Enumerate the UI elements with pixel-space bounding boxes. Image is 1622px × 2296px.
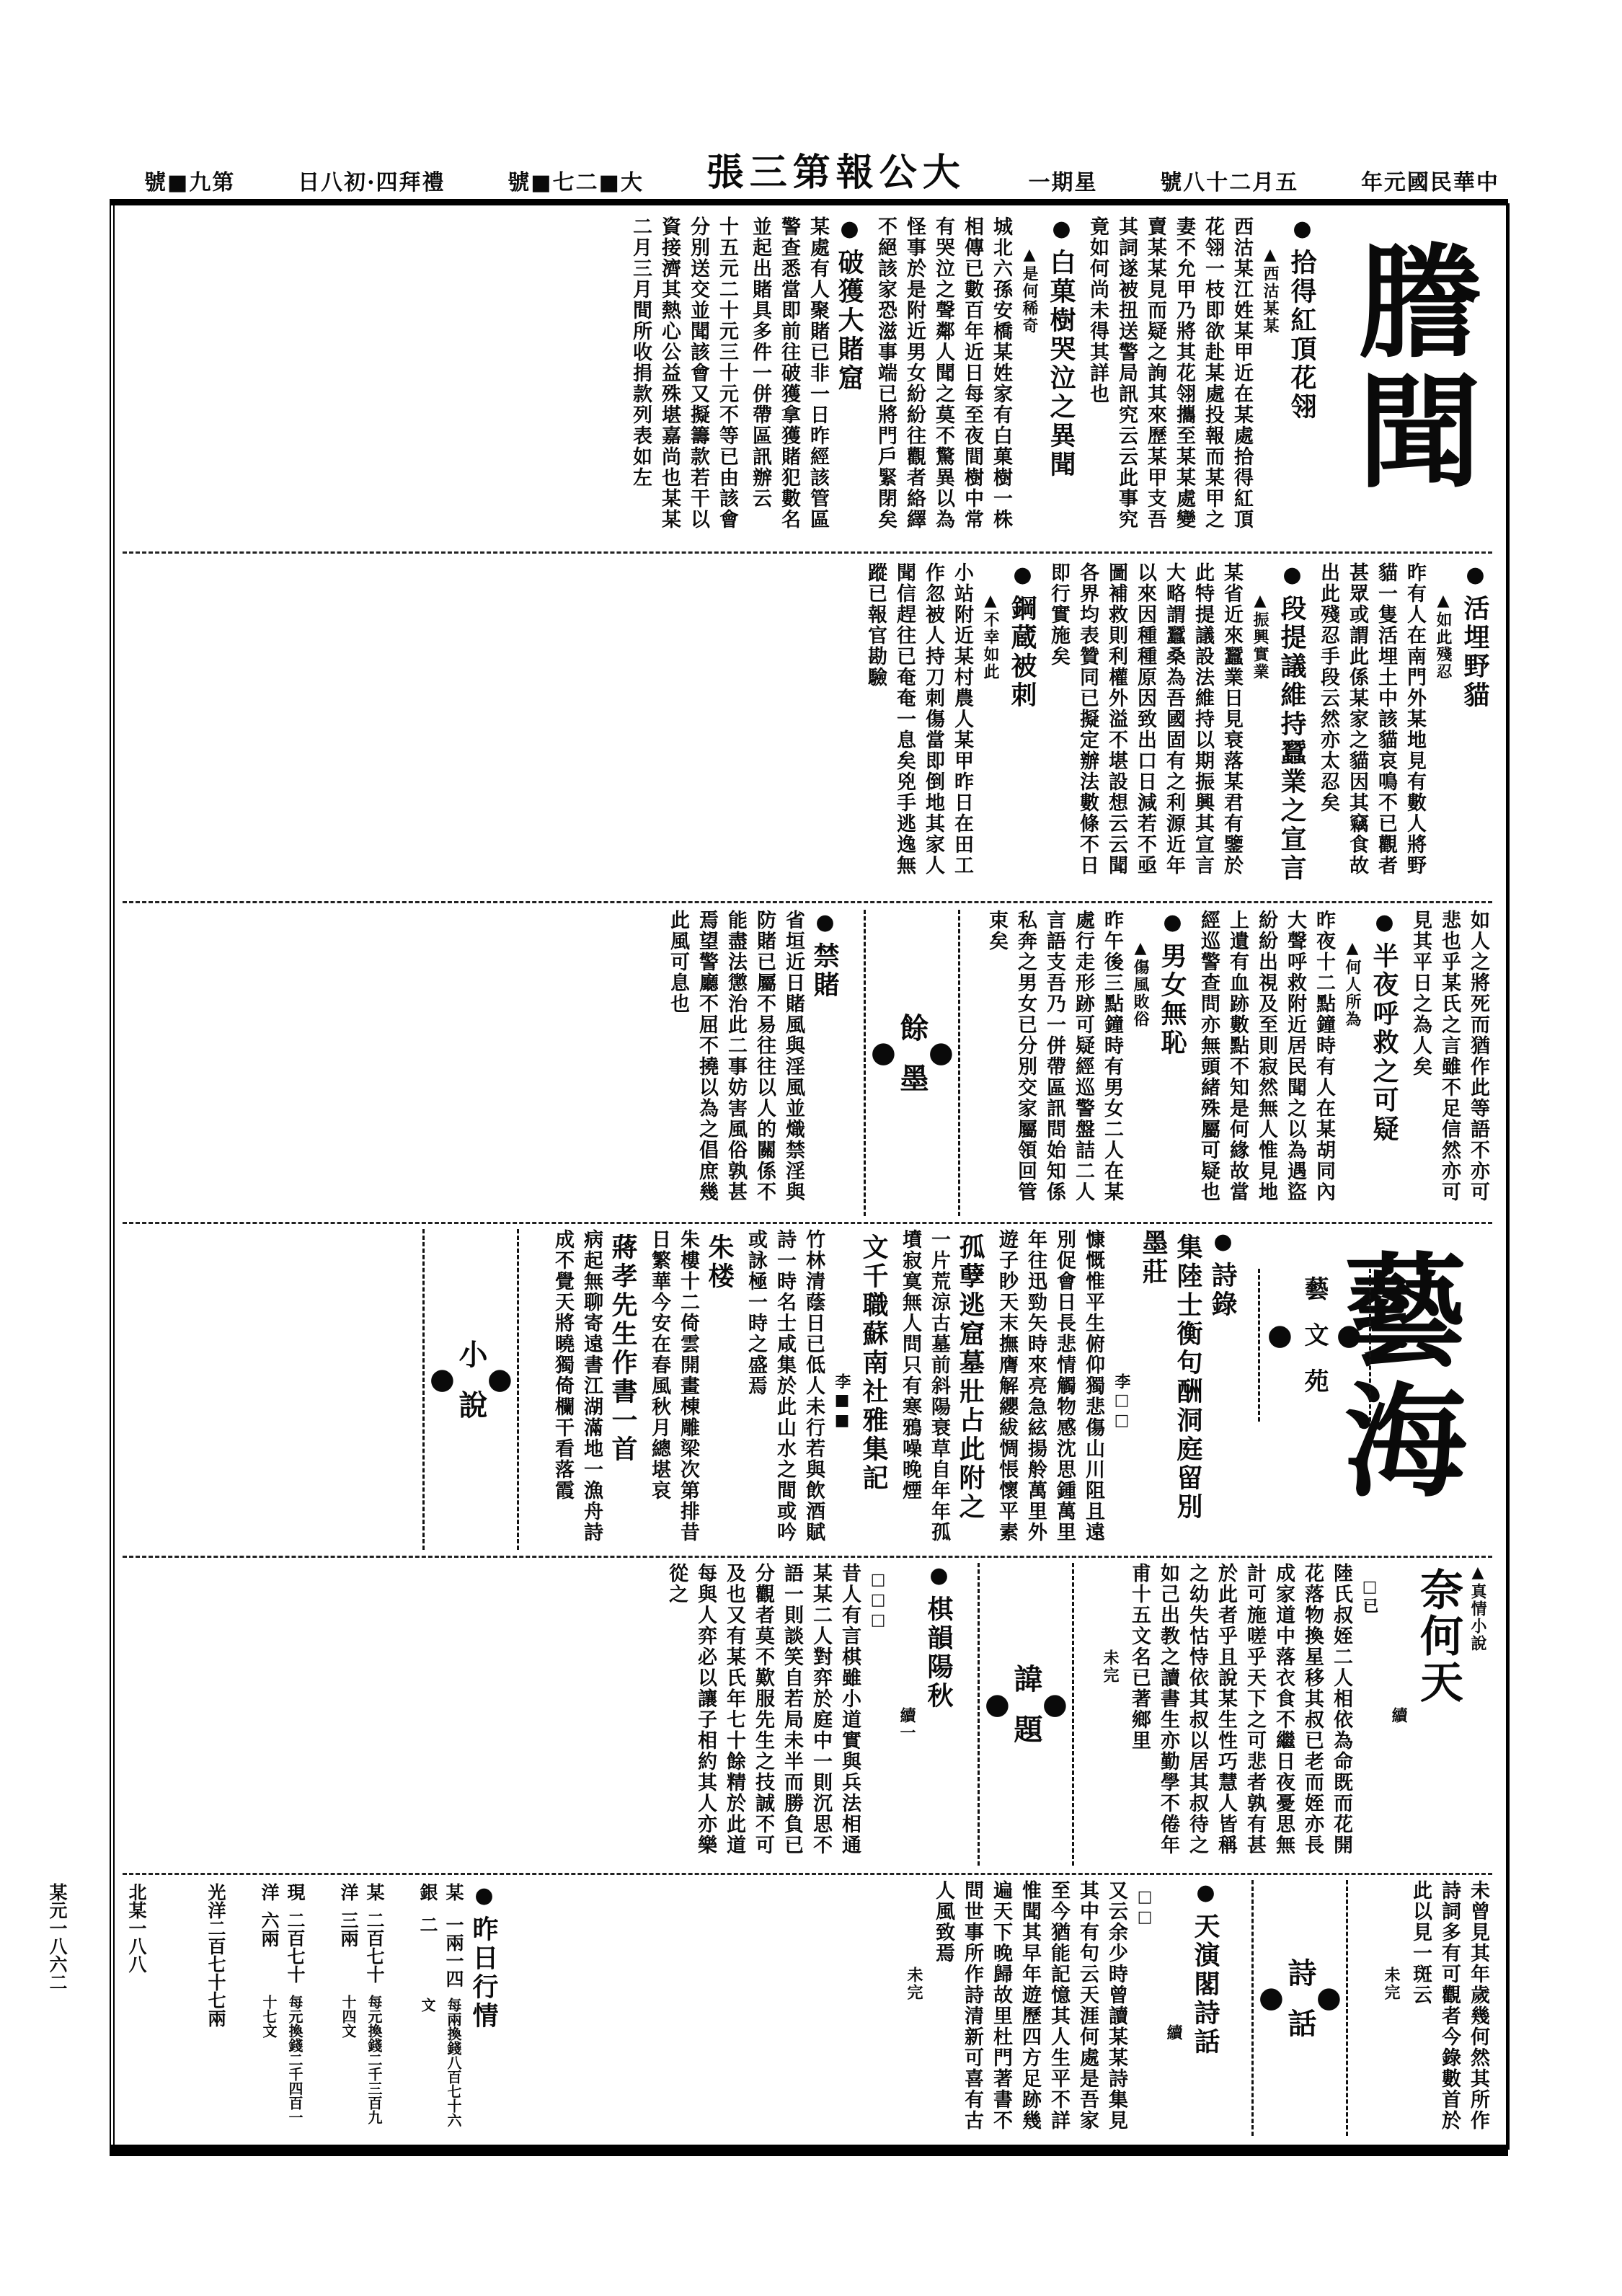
article [741, 1229, 891, 1550]
market-value: 二百七十三兩 [338, 1910, 385, 1983]
novel [1096, 1563, 1492, 1866]
article-body: 昨有人在南門外某地見有數人將野貓一隻活埋土中該貓哀鳴不已觀者甚眾或謂此係某家之貓因其竊食故出此殘忍手段云然亦太忍矣 [1317, 562, 1426, 876]
market-value: 二百七十七兩 [205, 1919, 226, 2027]
market-value: 二百七十六兩 [259, 1910, 306, 1983]
poem-body: 慷慨惟平生俯仰獨悲傷山川阻且遠別促會日長悲情觸物感沈思鍾萬里年往迅勁矢時來亮急絃揚舲萬里外遊子眇天末撫膺解纓紱惆悵懷平素 [996, 1229, 1104, 1543]
article-body: 未曾見其年歲幾何然其所作詩詞多有可觀者今錄數首於此以見一斑云 [1409, 1880, 1489, 2131]
market-row [70, 1883, 149, 2128]
subhead: ▲ 何人所為 [1338, 910, 1367, 1216]
continued-mark: 續一 [898, 1707, 916, 1742]
divider [123, 1222, 1492, 1224]
market-value: 一八六二 [47, 1919, 68, 1991]
article [1044, 562, 1309, 894]
section-title-arts: 藝海 [1323, 1247, 1467, 1507]
section-title-poetry-talk: ● 詩話 ● [1251, 1880, 1348, 2136]
headline: 集陸士衡句酬洞庭留別墨莊 [1138, 1229, 1203, 1522]
issue-number: 大■二七■號 [508, 170, 644, 195]
market-item: 現洋 [259, 1883, 306, 1901]
subhead: ▲ 西沽某某 [1256, 216, 1285, 544]
article-body: 小站附近某村農人某甲昨日在田工作忽被人持刀刺傷當即倒地其家人聞信趕往已奄奄一息矣兇手逃逸無蹤已報官勘驗 [864, 562, 973, 876]
to-be-continued: 未完 [1382, 1967, 1401, 2001]
subhead: ▲ 振興實業 [1246, 562, 1275, 894]
article-body: 昨夜十二點鐘時有人在某胡同內大聲呼救附近居民聞之以為遇盜紛紛出視及至則寂然無人惟見地上遺有血跡數點不知是何緣故當經巡警查問亦無頭緒殊屬可疑也 [1197, 910, 1335, 1202]
article-body: 某省近來蠶業日見衰落某君有鑒於此特提議設法維持以期振興其宣言大略謂蠶桑為吾國固有之利源近年以來因種種原因致出口日減若不亟圖補救則利權外溢不堪設想云云聞各界均表贊同已擬定辦法數條不日即行實施矣 [1047, 562, 1243, 876]
market-note: 每元換錢二千三百九十四文 [340, 1994, 383, 2124]
market-quotes [47, 1883, 501, 2128]
market-value: 一八八 [126, 1919, 147, 1973]
section-title-fiction: ● 小說 ● [422, 1229, 519, 1550]
author: □□□ [869, 1570, 887, 1631]
article-body: 一片荒涼古墓前斜陽衰草自年年孤墳寂寞無人問只有寒鴉噪晚煙 [899, 1229, 950, 1543]
page-number: 第九■號 [144, 170, 236, 195]
article-body: 某處有人聚賭已非一日昨經該管區警查悉當即前往破獲拿獲賭犯數名並起出賭具多件一併帶區訊辦云 [749, 216, 829, 530]
weekday: 星期一 [1028, 170, 1098, 195]
headline: ● 活埋野貓 [1458, 562, 1492, 894]
article [895, 1229, 988, 1550]
market-item: 北某 [126, 1883, 147, 1919]
headline: ● 禁賭 [807, 910, 842, 1216]
market-row [308, 1883, 387, 2128]
article [1194, 910, 1401, 1216]
headline: ● 拾得紅頂花翎 [1285, 216, 1319, 544]
article-continuation: 如人之將死而猶作此等語不亦可悲也乎某氏之言雖不足信然亦可見其平日之為人矣 [1409, 910, 1489, 1202]
continued-mark: 續 [1164, 2024, 1183, 2042]
article [861, 562, 1040, 894]
market-row [0, 1883, 70, 2128]
article [871, 216, 1078, 544]
category-label: ▲ 真情小說 [1463, 1563, 1492, 1866]
article [1313, 562, 1492, 894]
article [662, 1563, 956, 1866]
to-be-continued: 未完 [1101, 1649, 1120, 1684]
market-title: ● 昨日行情 [466, 1883, 501, 2128]
novel-body: 陸氏叔姪二人相依為命既而花開花落物換星移其叔已老而姪亦長成家道中落衣食不繼日夜憂思無計可施嗟乎天下之可悲者孰有甚於此者乎且說某生性巧慧人皆稱之幼失怙恃依其叔以居其叔待之如己出教之讀書生亦勤學不倦年甫十五文名已著鄉里 [1128, 1563, 1352, 1856]
article-body: 朱樓十二倚雲開畫棟雕梁次第排昔日繁華今安在春風秋月總堪哀 [648, 1229, 699, 1543]
article [663, 910, 842, 1216]
market-item: 某洋 [338, 1883, 385, 1901]
author: □□ [1135, 1887, 1154, 1928]
article-body: 省垣近日賭風與淫風並熾禁淫與防賭已屬不易往往以人的關係不能盡法懲治此二事妨害風俗孰甚焉望警廳不屈不撓以為之倡庶幾此風可息也 [667, 910, 805, 1202]
market-item: 某元 [47, 1883, 68, 1919]
divider [123, 901, 1492, 903]
article [900, 1880, 1223, 2136]
masthead [144, 153, 1499, 196]
fiction-band [123, 1563, 1492, 1866]
market-value: 一兩一四二 [417, 1915, 464, 1988]
headline: ● 白菓樹哭泣之異聞 [1044, 216, 1078, 544]
article [1083, 216, 1319, 544]
subhead: ▲ 是何稀奇 [1015, 216, 1044, 544]
headline: ● 天演閣詩話 [1188, 1880, 1223, 2136]
news-band-b [123, 562, 1492, 894]
market-note: 每兩換錢八百七十六文 [419, 1997, 462, 2127]
headline: 蔣孝先生作書一首 [608, 1233, 638, 1464]
continued-mark: 續 [1389, 1707, 1408, 1724]
headline: 文千職蘇南社雅集記 [859, 1233, 889, 1493]
article [644, 1229, 737, 1550]
section-title-arts-sub: ● 藝文苑 ● [1258, 1269, 1371, 1422]
bottom-rule [110, 2145, 1508, 2156]
poetry-band [519, 1880, 1492, 2136]
article-continuation [1377, 1880, 1492, 2136]
to-be-continued: 未完 [905, 1967, 923, 2001]
headline: 朱楼 [704, 1233, 735, 1291]
article [982, 910, 1189, 1216]
headline: ● 鋼蔵被刺 [1005, 562, 1040, 894]
author: □已 [1360, 1577, 1379, 1615]
divider [123, 1873, 1492, 1875]
headline: ● 棋韻陽秋 [921, 1563, 956, 1866]
date-western: 五月二十八號 [1160, 170, 1299, 195]
divider [123, 1556, 1492, 1558]
section-title-misc: ● 餘墨 ● [864, 910, 960, 1216]
market-row [229, 1883, 308, 2128]
headline: 孤孽逃窟墓壯占此附之 [955, 1233, 985, 1522]
article-body: 西沽某江姓某甲近在某處拾得紅頂花翎一枝即欲赴某處投報而某甲之妻不允甲乃將其花翎攜至某某處變賣某某見而疑之詢其來歷某甲支吾其詞遂被扭送警局訊究云云此事究竟如何尚未得其詳也 [1086, 216, 1253, 530]
article [548, 1229, 640, 1550]
article [745, 216, 867, 544]
headline: 奈何天 [1413, 1567, 1463, 1706]
market-item: 光洋 [205, 1883, 226, 1919]
article-body: 昔人有言棋雖小道實與兵法相通某某二人對弈於庭中一則沉思不語一則談笑自若局未半而勝負已分觀者莫不歎服先生之技誠不可及也又有某氏年七十餘精於此道每與人弈必以讓子相約其人亦樂從之 [665, 1563, 861, 1856]
market-note: 每元換錢二千四百一十七文 [260, 1994, 303, 2124]
news-band-a [123, 216, 1319, 544]
lunar-date: 禮拜四·初八日 [298, 170, 446, 195]
market-row [149, 1883, 229, 2128]
section-title-news: 謄聞 [1337, 238, 1481, 497]
headline: ● 破獲大賭窟 [832, 216, 867, 544]
paper-title: 大公報第三張 [706, 151, 966, 195]
article-body: 竹林清蔭日已低人未行若與飲酒賦詩一時名士咸集於此山水之間或吟或詠極一時之盛焉 [745, 1229, 825, 1543]
subhead: ▲ 傷風敗俗 [1126, 910, 1155, 1216]
article-body: 城北六孫安橋某姓家有白菓樹一株相傳已數百年近日每至夜間樹中常有哭泣之聲鄰人聞之莫不驚異以為怪事於是附近男女紛紛往觀者絡繹不絕該家恐滋事端已將門戶緊閉矣 [874, 216, 1012, 530]
market-row [387, 1883, 466, 2128]
date-republic: 中華民國元年 [1360, 170, 1499, 195]
news-band-c [123, 910, 1492, 1216]
author: 李□□ [1112, 1373, 1131, 1431]
divider [123, 551, 1492, 554]
article-body: 病起無聊寄遠書江湖滿地一漁舟詩成不覺天將曉獨倚欄干看落霞 [551, 1229, 603, 1543]
category-label: ● 詩錄 [1205, 1229, 1240, 1550]
headline: ● 男女無恥 [1155, 910, 1189, 1216]
section-title-riddle: ● 諱題 ● [978, 1563, 1074, 1866]
article-body: 昨午後三點鐘時有男女二人在某處行走形跡可疑經巡警盤詰二人言語支吾乃一併帶區訊問始知係私奔之男女已分別交家屬領回管束矣 [985, 910, 1123, 1202]
subhead: ▲ 不幸如此 [976, 562, 1005, 894]
subhead: ▲ 如此殘忍 [1429, 562, 1458, 894]
article-continuation: 十五元二十元三十元不等已由該會分別送交並聞該會又擬籌款若干以資接濟其熱心公益殊堪嘉尚也某某二月三月間所收捐款列表如左 [629, 216, 738, 530]
headline: ● 段提議維持蠶業之宣言 [1275, 562, 1309, 894]
market-item: 某銀 [417, 1883, 464, 1901]
headline: ● 半夜呼救之可疑 [1367, 910, 1401, 1216]
author: 李■■ [833, 1373, 851, 1431]
arts-band [123, 1229, 1240, 1550]
poem [992, 1229, 1240, 1550]
article-body: 又云余少時曾讀某某詩集見其中有句云天涯何處是吾家至今猶能記憶其人生平不詳惟聞其早年遊歷四方足跡幾遍天下晚歸故里杜門著書不問世事所作詩清新可喜有古人風致焉 [932, 1880, 1127, 2131]
